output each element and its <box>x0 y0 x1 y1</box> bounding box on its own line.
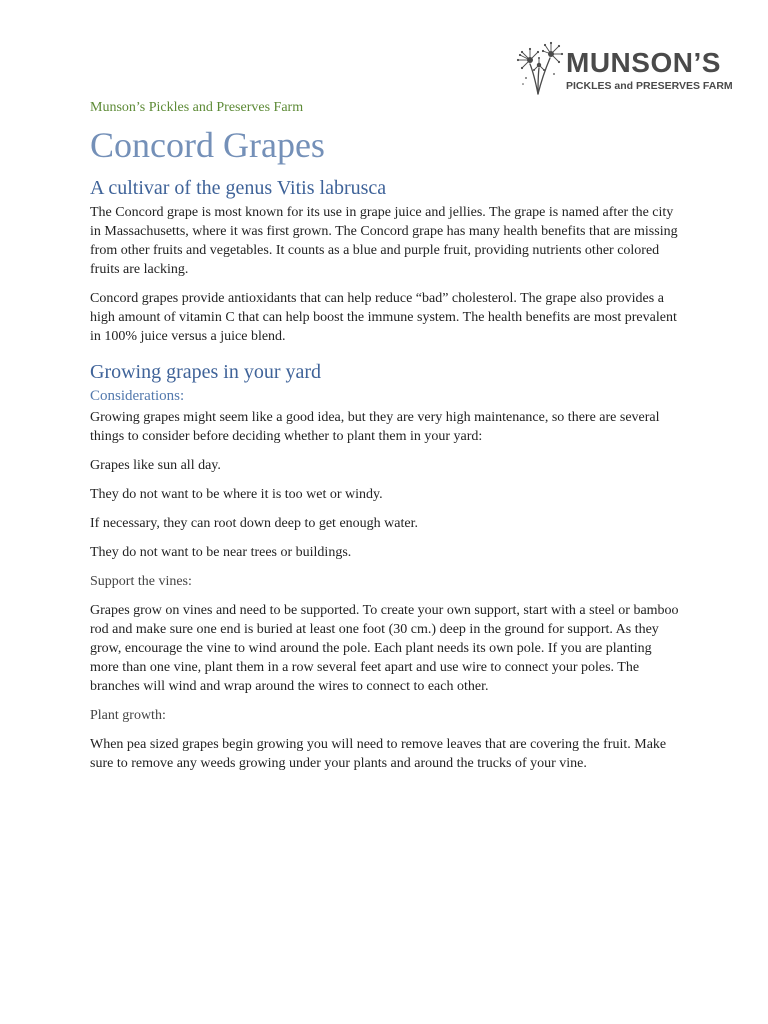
company-logo <box>514 40 750 96</box>
dandelion-flower-icon <box>514 40 564 96</box>
consideration-item: Grapes like sun all day. <box>90 458 221 473</box>
document-subtitle: Munson’s Pickles and Preserves Farm <box>90 100 304 115</box>
section-heading-growing: Growing grapes in your yard <box>90 361 322 383</box>
paragraph-growth: When pea sized grapes begin growing you will need to remove leaves that are covering the fruit. Make sure to remove any weeds growing under your plants and around the trucks of your vine. <box>90 737 667 771</box>
paragraph-health: Concord grapes provide antioxidants that can help reduce “bad” cholesterol. The grape also provides a high amount of vitamin C that can help boost the immune system. The health benefits are most prevalent in 100% juice versus a juice blend. <box>90 291 677 344</box>
section-heading-cultivar: A cultivar of the genus Vitis labrusca <box>90 177 387 199</box>
document-body <box>90 98 680 783</box>
document-title: Concord Grapes <box>90 125 325 165</box>
logo-name: MUNSON’S <box>566 47 721 78</box>
consideration-item: They do not want to be where it is too wet or windy. <box>90 487 383 502</box>
subheading-considerations: Considerations: <box>90 388 185 404</box>
subheading-support: Support the vines: <box>90 574 192 589</box>
paragraph-support: Grapes grow on vines and need to be supported. To create your own support, start with a steel or bamboo rod and make sure one end is buried at least one foot (30 cm.) deep in the ground for support. As they grow, encourage the vine to wind around the pole. Each plant needs its own pole. If you are planting more than one vine, plant them in a row several feet apart and use wire to connect your poles. The branches will wind and wrap around the wires to connect to each other. <box>90 603 679 694</box>
consideration-item: They do not want to be near trees or buildings. <box>90 545 352 560</box>
logo-tagline: PICKLES and PRESERVES FARM <box>566 80 733 92</box>
consideration-item: If necessary, they can root down deep to get enough water. <box>90 516 418 531</box>
paragraph-intro: The Concord grape is most known for its use in grape juice and jellies. The grape is named after the city in Massachusetts, where it was first grown. The Concord grape has many health benefits that are missing from other fruits and vegetables. It counts as a blue and purple fruit, providing nutrients other colored fruits are lacking. <box>90 205 678 277</box>
paragraph-considerations: Growing grapes might seem like a good idea, but they are very high maintenance, so there are several things to consider before deciding whether to plant them in your yard: <box>90 410 660 444</box>
subheading-growth: Plant growth: <box>90 708 166 723</box>
